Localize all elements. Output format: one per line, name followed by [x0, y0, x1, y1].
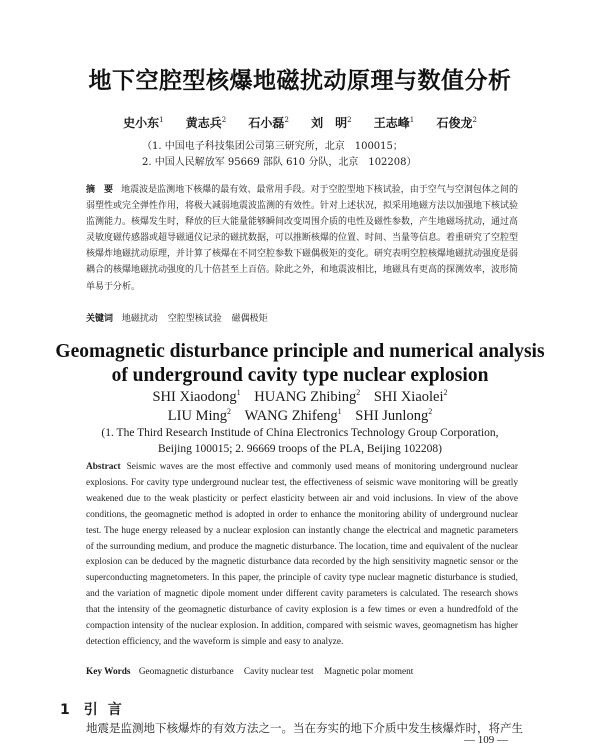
chinese-author-list — [0, 114, 600, 131]
chinese-title: 地下空腔型核爆地磁扰动原理与数值分析 — [88, 68, 512, 94]
chinese-author: 王志峰$^1$ — [373, 116, 415, 130]
chinese-keyword: 地磁扰动 — [121, 314, 158, 324]
section-title: 引言 — [83, 702, 132, 718]
chinese-author: 黄志兵$^2$ — [185, 116, 227, 130]
english-author: SHI Xiaolei$^2$ — [373, 388, 448, 405]
chinese-affiliation-1: （1. 中国电子科技集团公司第三研究所，北京 100015； — [142, 141, 403, 152]
english-keyword: Magnetic polar moment — [323, 667, 414, 677]
english-abstract-text: Seismic waves are the most effective and commonly used means of monitoring underground nuclear explosions. For cavity type underground nuclear test, the effectiveness of seismic wave monitoring will be greatly weakened due to the weak plasticity or perfect elasticity between air and void inclusions. In view of the above conditions, the geomagnetic method is adopted in order to enhance the monitoring ability of underground nuclear test. The huge energy released by a nuclear explosion can instantly change the electrical and magnetic parameters of the surrounding medium, and produce the magnetic disturbance. The location, time and equivalent of the nuclear explosion can be deduced by the magnetic disturbance data recorded by the high sensitivity magnetic sensor or the superconducting magnetometers. In this paper, the principle of cavity type nuclear magnetic disturbance is studied, and the variation of magnetic dipole moment under different cavity parameters is calculated. The research shows that the intensity of the geomagnetic disturbance of cavity explosion is a few times or even a hundredfold of the compaction intensity of the nuclear explosion. In addition, compared with seismic waves, geomagnetism has higher detection efficiency, and the waveform is simple and easy to analyze. — [86, 462, 518, 647]
english-keywords — [86, 667, 526, 677]
english-author: LIU Ming$^2$ — [167, 407, 231, 424]
section-heading — [60, 699, 132, 719]
chinese-abstract-text: 地震波是监测地下核爆的最有效、最常用手段。对于空腔型地下核试验，由于空气与空洞包体之间的弱塑性或完全弹性作用，将极大减弱地震波监测的有效性。针对上述状况，拟采用地磁方法以加强地下核试验监测能力。核爆发生时，释放的巨大能量能够瞬间改变周围介质的电性及磁性参数，产生地磁场扰动，通过高灵敏度磁传感器或超导磁通仪记录的磁扰数据，可以推断核爆的位置、时间、当量等信息。着重研究了空腔型核爆炸地磁扰动原理，并计算了核爆在不同空腔参数下磁偶极矩的变化。研究表明空腔核爆地磁扰动强度是弱耦合的核爆地磁扰动强度的几十倍甚至上百倍。除此之外，和地震波相比，地磁具有更高的探测效率，波形简单易于分析。 — [86, 185, 519, 292]
english-author: SHI Junlong$^2$ — [355, 407, 433, 424]
chinese-author: 刘 明$^2$ — [311, 116, 352, 130]
english-affiliation-1: (1. The Third Research Institude of China Electronics Technology Group Corporation, — [101, 427, 499, 439]
english-abstract-label: Abstract — [86, 462, 121, 472]
english-author: SHI Xiaodong$^1$ — [152, 388, 241, 405]
english-title-line-2: of underground cavity type nuclear explosion — [111, 365, 489, 386]
chinese-keyword: 空腔型核试验 — [167, 314, 222, 324]
chinese-keywords-label: 关键词 — [86, 314, 114, 324]
english-keyword: Cavity nuclear test — [243, 667, 314, 677]
english-author: HUANG Zhibing$^2$ — [254, 388, 361, 405]
english-keyword: Geomagnetic disturbance — [138, 667, 234, 677]
english-author-row-2 — [0, 407, 600, 425]
chinese-keywords — [86, 311, 518, 324]
section-number: 1 — [60, 702, 70, 718]
chinese-keyword: 磁偶极矩 — [231, 314, 268, 324]
page-number: — 109 — — [464, 734, 508, 746]
english-author-row-1 — [0, 388, 600, 406]
english-author: WANG Zhifeng$^1$ — [244, 407, 342, 424]
english-abstract — [86, 460, 518, 651]
body-text: 地震是监测地下核爆炸的有效方法之一。当在夯实的地下介质中发生核爆炸时，将产生 — [86, 721, 523, 735]
chinese-abstract — [86, 182, 518, 295]
english-title-line-1: Geomagnetic disturbance principle and numerical analysis — [55, 341, 545, 362]
chinese-author: 石俊龙$^2$ — [436, 116, 477, 130]
english-title — [0, 340, 600, 388]
chinese-author: 史小东$^1$ — [123, 116, 164, 130]
english-affiliation-2: Beijing 100015; 2. 96669 troops of the PLA, Beijing 102208) — [158, 443, 442, 455]
english-keywords-label: Key Words — [86, 667, 131, 677]
chinese-author: 石小磊$^2$ — [248, 116, 289, 130]
chinese-abstract-label: 摘 要 — [86, 185, 114, 195]
chinese-affiliation-2: 2. 中国人民解放军 95669 部队 610 分队，北京 102208） — [142, 157, 417, 168]
